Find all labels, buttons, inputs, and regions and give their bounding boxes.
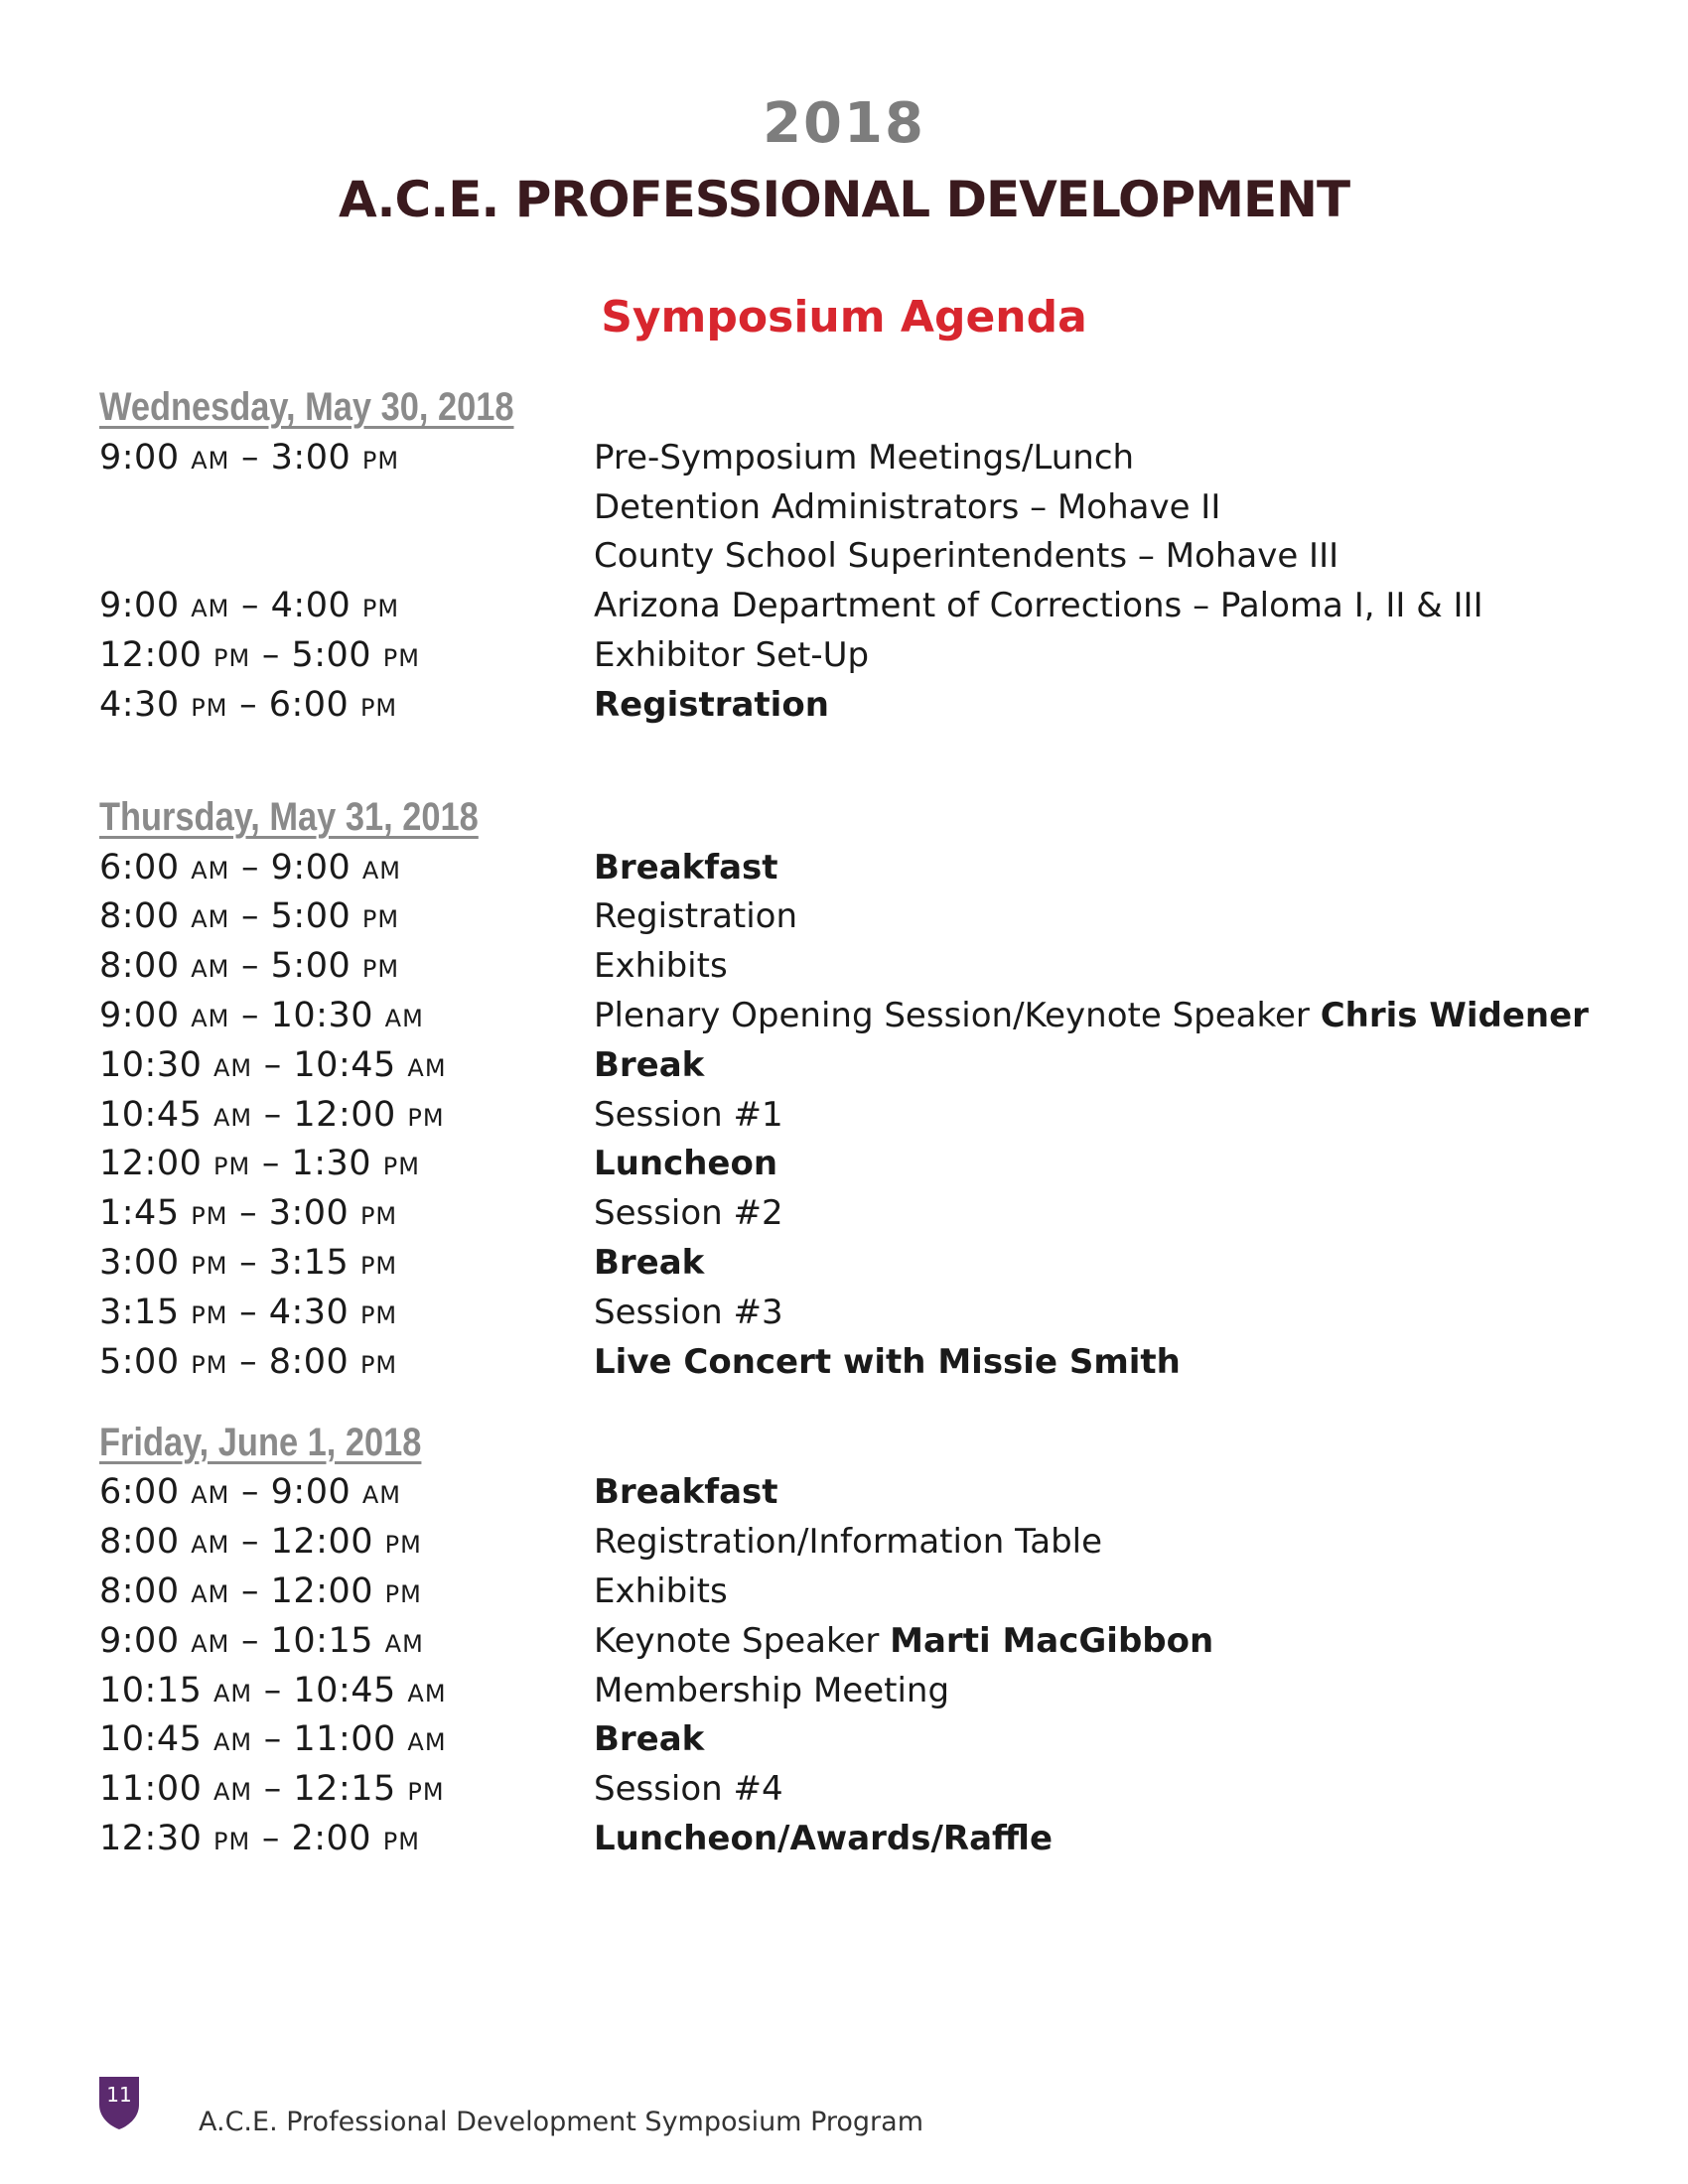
- agenda-description: Break: [594, 1044, 705, 1085]
- agenda-row: [99, 1715, 1609, 1765]
- time-range: 9:00 AM – 3:00 PM: [99, 437, 400, 478]
- agenda-row: [99, 1764, 1609, 1814]
- agenda-row: [99, 1188, 1609, 1238]
- time-range: 3:15 PM – 4:30 PM: [99, 1292, 398, 1332]
- agenda-description: Membership Meeting: [594, 1670, 950, 1710]
- agenda-day: [99, 791, 1609, 1387]
- time-range: 10:45 AM – 12:00 PM: [99, 1094, 445, 1135]
- time-range: 11:00 AM – 12:15 PM: [99, 1769, 445, 1810]
- time-range: 12:00 PM – 5:00 PM: [99, 635, 420, 676]
- agenda-row: [99, 843, 1609, 892]
- time-range: 4:30 PM – 6:00 PM: [99, 684, 398, 725]
- day-heading: Wednesday, May 30, 2018: [99, 385, 514, 429]
- agenda-description: Session #4: [594, 1769, 783, 1810]
- agenda-description: County School Superintendents – Mohave III: [594, 536, 1339, 577]
- agenda-row: [99, 581, 1609, 630]
- agenda-row: [99, 1616, 1609, 1666]
- agenda-description: Detention Administrators – Mohave II: [594, 486, 1221, 527]
- agenda-row: [99, 532, 1609, 582]
- time-range: 1:45 PM – 3:00 PM: [99, 1193, 398, 1234]
- time-range: 9:00 AM – 4:00 PM: [99, 586, 400, 626]
- day-heading: Friday, June 1, 2018: [99, 1420, 422, 1464]
- agenda-description: Arizona Department of Corrections – Paloma I, II & III: [594, 586, 1483, 626]
- time-range: 3:00 PM – 3:15 PM: [99, 1243, 398, 1284]
- time-range: 10:15 AM – 10:45 AM: [99, 1670, 447, 1710]
- time-range: 6:00 AM – 9:00 AM: [99, 1472, 402, 1513]
- agenda-description: Registration/Information Table: [594, 1522, 1103, 1563]
- page-year: 2018: [763, 91, 925, 156]
- agenda-row: [99, 1666, 1609, 1715]
- time-range: 9:00 AM – 10:30 AM: [99, 996, 424, 1036]
- agenda-description: Pre-Symposium Meetings/Lunch: [594, 437, 1135, 478]
- time-range: 8:00 AM – 12:00 PM: [99, 1571, 422, 1612]
- agenda-row: [99, 680, 1609, 730]
- agenda-row: [99, 1090, 1609, 1140]
- agenda-day: [99, 1417, 1609, 1863]
- agenda-row: [99, 941, 1609, 991]
- agenda-row: [99, 1517, 1609, 1567]
- agenda-row: [99, 892, 1609, 942]
- agenda-row: [99, 1140, 1609, 1189]
- agenda-row: [99, 630, 1609, 680]
- time-range: 12:30 PM – 2:00 PM: [99, 1819, 420, 1859]
- agenda-description: Session #2: [594, 1193, 783, 1234]
- speaker-name: Chris Widener: [1320, 996, 1589, 1036]
- time-range: 6:00 AM – 9:00 AM: [99, 847, 402, 887]
- agenda-row: [99, 482, 1609, 532]
- agenda-description: Exhibits: [594, 1571, 728, 1612]
- agenda-description: Break: [594, 1243, 705, 1284]
- agenda-row: [99, 1040, 1609, 1090]
- agenda-description: Luncheon/Awards/Raffle: [594, 1819, 1054, 1859]
- agenda-description: Luncheon: [594, 1144, 778, 1184]
- agenda-row: [99, 1288, 1609, 1337]
- agenda-description: Session #3: [594, 1292, 783, 1332]
- page-number: 11: [106, 2083, 132, 2107]
- time-range: 8:00 AM – 5:00 PM: [99, 896, 400, 937]
- day-heading: Thursday, May 31, 2018: [99, 794, 479, 839]
- agenda-row: [99, 1238, 1609, 1288]
- time-range: 9:00 AM – 10:15 AM: [99, 1620, 424, 1661]
- agenda-row: [99, 1567, 1609, 1616]
- agenda-description: Break: [594, 1719, 705, 1760]
- time-range: 5:00 PM – 8:00 PM: [99, 1341, 398, 1382]
- speaker-name: Marti MacGibbon: [890, 1620, 1214, 1661]
- agenda-description: Breakfast: [594, 847, 778, 887]
- agenda: [99, 381, 1609, 1863]
- agenda-row: [99, 433, 1609, 482]
- agenda-description: Registration: [594, 896, 798, 937]
- time-range: 8:00 AM – 12:00 PM: [99, 1522, 422, 1563]
- agenda-row: [99, 1468, 1609, 1518]
- agenda-description: Session #1: [594, 1094, 783, 1135]
- agenda-day: [99, 381, 1609, 730]
- agenda-description: Live Concert with Missie Smith: [594, 1341, 1181, 1382]
- time-range: 10:30 AM – 10:45 AM: [99, 1044, 447, 1085]
- agenda-row: [99, 991, 1609, 1040]
- agenda-description: Registration: [594, 684, 829, 725]
- agenda-description: Exhibits: [594, 946, 728, 987]
- time-range: 12:00 PM – 1:30 PM: [99, 1144, 420, 1184]
- agenda-description: Exhibitor Set-Up: [594, 635, 870, 676]
- page-subtitle: Symposium Agenda: [601, 292, 1087, 342]
- page-title: A.C.E. PROFESSIONAL DEVELOPMENT: [338, 171, 1350, 228]
- agenda-row: [99, 1337, 1609, 1387]
- time-range: 8:00 AM – 5:00 PM: [99, 946, 400, 987]
- agenda-description: Breakfast: [594, 1472, 778, 1513]
- agenda-row: [99, 1814, 1609, 1863]
- time-range: 10:45 AM – 11:00 AM: [99, 1719, 447, 1760]
- agenda-description: Plenary Opening Session/Keynote Speaker Chris Widener: [594, 996, 1589, 1036]
- footer-text: A.C.E. Professional Development Symposium Program: [199, 2107, 923, 2137]
- agenda-description: Keynote Speaker Marti MacGibbon: [594, 1620, 1214, 1661]
